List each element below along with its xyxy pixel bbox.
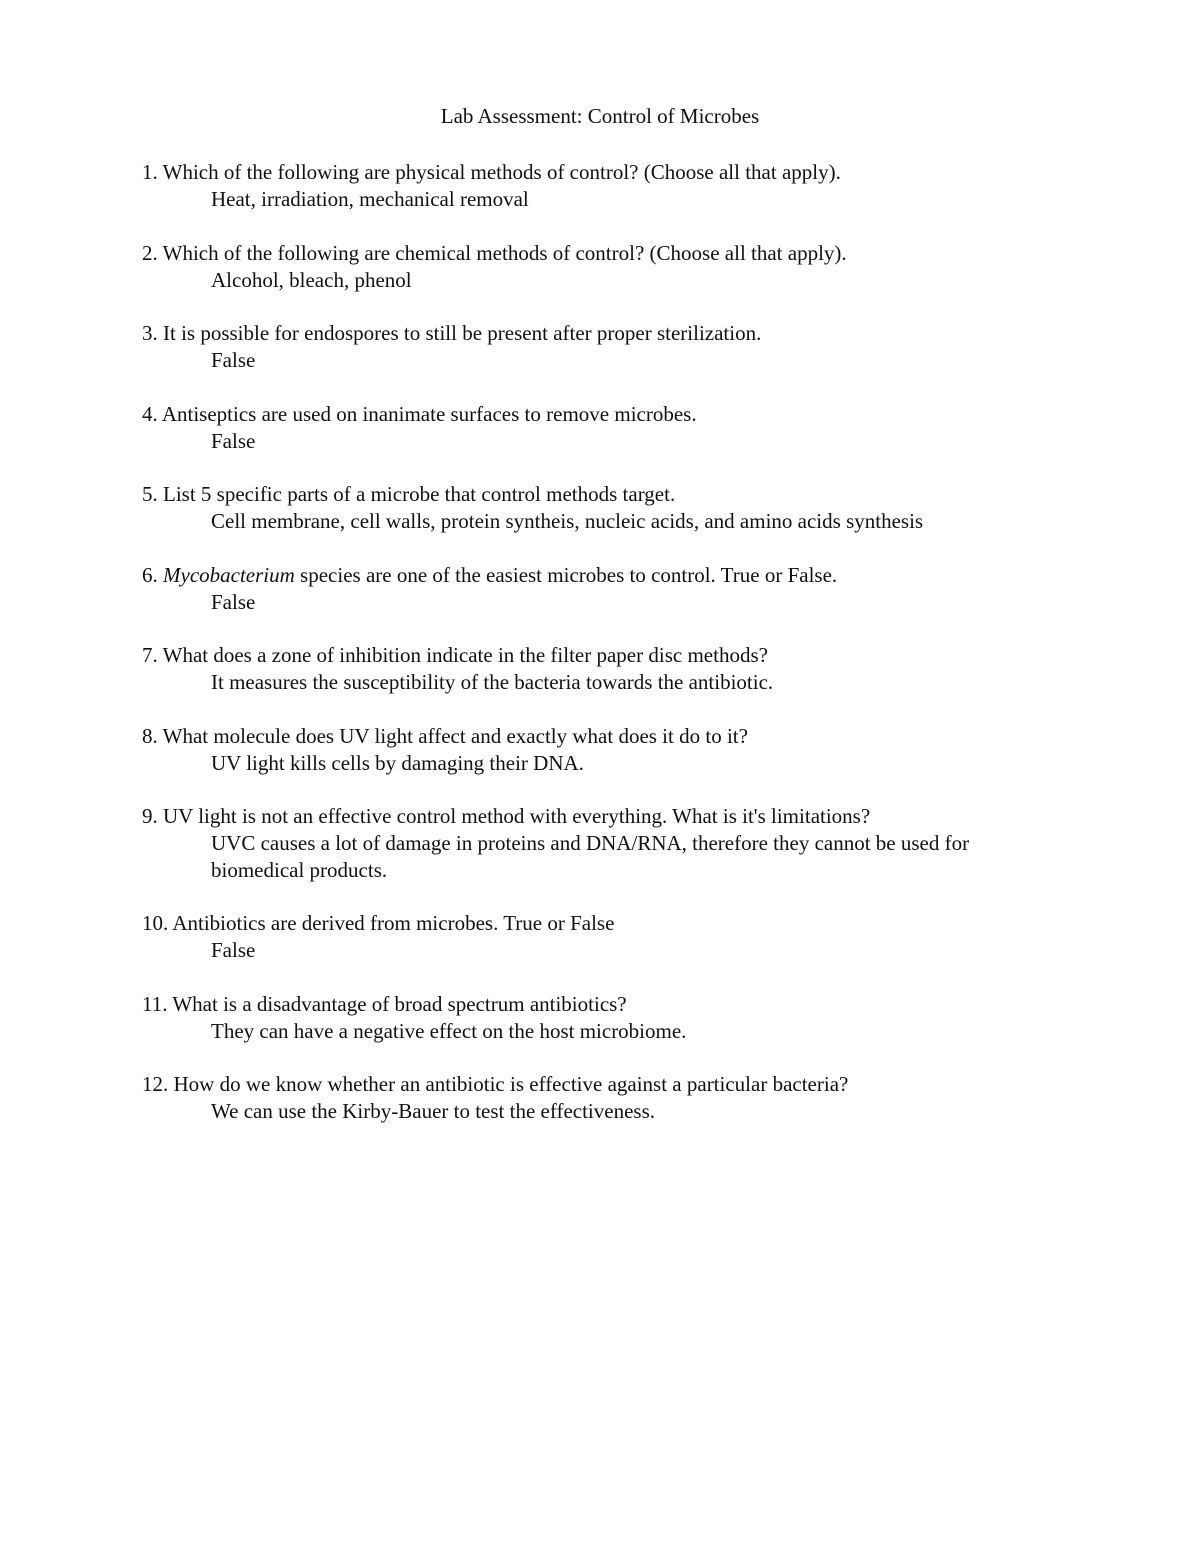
- answer-text: False: [211, 938, 256, 962]
- question-body: Antiseptics are used on inanimate surfaces to remove microbes.: [161, 401, 697, 426]
- answer-text: Heat, irradiation, mechanical removal: [211, 187, 529, 211]
- question-text: [142, 1071, 1092, 1098]
- question-number: 10.: [142, 911, 169, 935]
- question-number: 3.: [142, 321, 158, 345]
- question-item-7: [142, 642, 1092, 696]
- question-text: [142, 723, 1092, 750]
- question-item-5: [142, 481, 1092, 535]
- question-list: [142, 159, 1092, 1152]
- answer-text: False: [211, 348, 256, 372]
- question-item-10: [142, 910, 1092, 964]
- question-body: Antibiotics are derived from microbes. True or False: [172, 911, 615, 935]
- question-item-1: [142, 159, 1092, 213]
- question-item-3: [142, 320, 1092, 374]
- question-body: It is possible for endospores to still be present after proper sterilization.: [163, 321, 762, 345]
- question-number: 5.: [142, 482, 158, 506]
- question-number: 9.: [142, 804, 158, 828]
- question-item-12: [142, 1071, 1092, 1125]
- answer-text: They can have a negative effect on the host microbiome.: [211, 1018, 687, 1043]
- answer-text: It measures the susceptibility of the bacteria towards the antibiotic.: [211, 670, 774, 694]
- answer-text: UV light kills cells by damaging their DNA.: [211, 750, 584, 775]
- question-text: [142, 803, 1092, 830]
- genus-name: Mycobacterium: [163, 562, 295, 587]
- question-item-8: [142, 723, 1092, 777]
- document-title: Lab Assessment: Control of Microbes: [440, 104, 760, 128]
- question-text: [142, 320, 1092, 347]
- question-number: 4.: [142, 401, 158, 426]
- question-text: [142, 910, 1092, 937]
- answer-text: False: [211, 428, 256, 453]
- question-item-11: [142, 991, 1092, 1045]
- answer-text: Cell membrane, cell walls, protein syntheis, nucleic acids, and amino acids synthesis: [211, 509, 924, 533]
- question-body: What does a zone of inhibition indicate in the filter paper disc methods?: [162, 643, 768, 667]
- answer-text: Alcohol, bleach, phenol: [211, 267, 412, 292]
- question-item-6: [142, 562, 1092, 616]
- question-number: 12.: [142, 1072, 169, 1096]
- question-number: 2.: [142, 240, 158, 265]
- question-item-4: [142, 401, 1092, 455]
- question-number: 6.: [142, 562, 158, 587]
- question-text: [142, 240, 1092, 267]
- question-item-9: [142, 803, 1092, 883]
- answer-text: We can use the Kirby-Bauer to test the effectiveness.: [211, 1099, 656, 1123]
- question-text: [142, 991, 1092, 1018]
- question-text: [142, 481, 1092, 508]
- question-body: What molecule does UV light affect and exactly what does it do to it?: [162, 723, 748, 748]
- question-number: 8.: [142, 723, 158, 748]
- answer-text: UVC causes a lot of damage in proteins and DNA/RNA, therefore they cannot be used for biomedical products.: [211, 831, 970, 882]
- question-text: [142, 642, 1092, 669]
- question-item-2: [142, 240, 1092, 294]
- question-body: Which of the following are physical methods of control? (Choose all that apply).: [162, 160, 841, 184]
- question-text: [142, 159, 1092, 186]
- question-text: [142, 562, 1092, 589]
- question-number: 1.: [142, 160, 158, 184]
- question-body: Which of the following are chemical methods of control? (Choose all that apply).: [162, 240, 847, 265]
- question-body: How do we know whether an antibiotic is effective against a particular bacteria?: [173, 1072, 849, 1096]
- answer-text: False: [211, 589, 256, 614]
- question-body: List 5 specific parts of a microbe that control methods target.: [163, 482, 676, 506]
- question-body: What is a disadvantage of broad spectrum antibiotics?: [172, 991, 627, 1016]
- question-body: species are one of the easiest microbes to control. True or False.: [294, 562, 838, 587]
- question-number: 7.: [142, 643, 158, 667]
- question-body: UV light is not an effective control method with everything. What is it's limitations?: [163, 804, 871, 828]
- question-text: [142, 401, 1092, 428]
- question-number: 11.: [142, 991, 168, 1016]
